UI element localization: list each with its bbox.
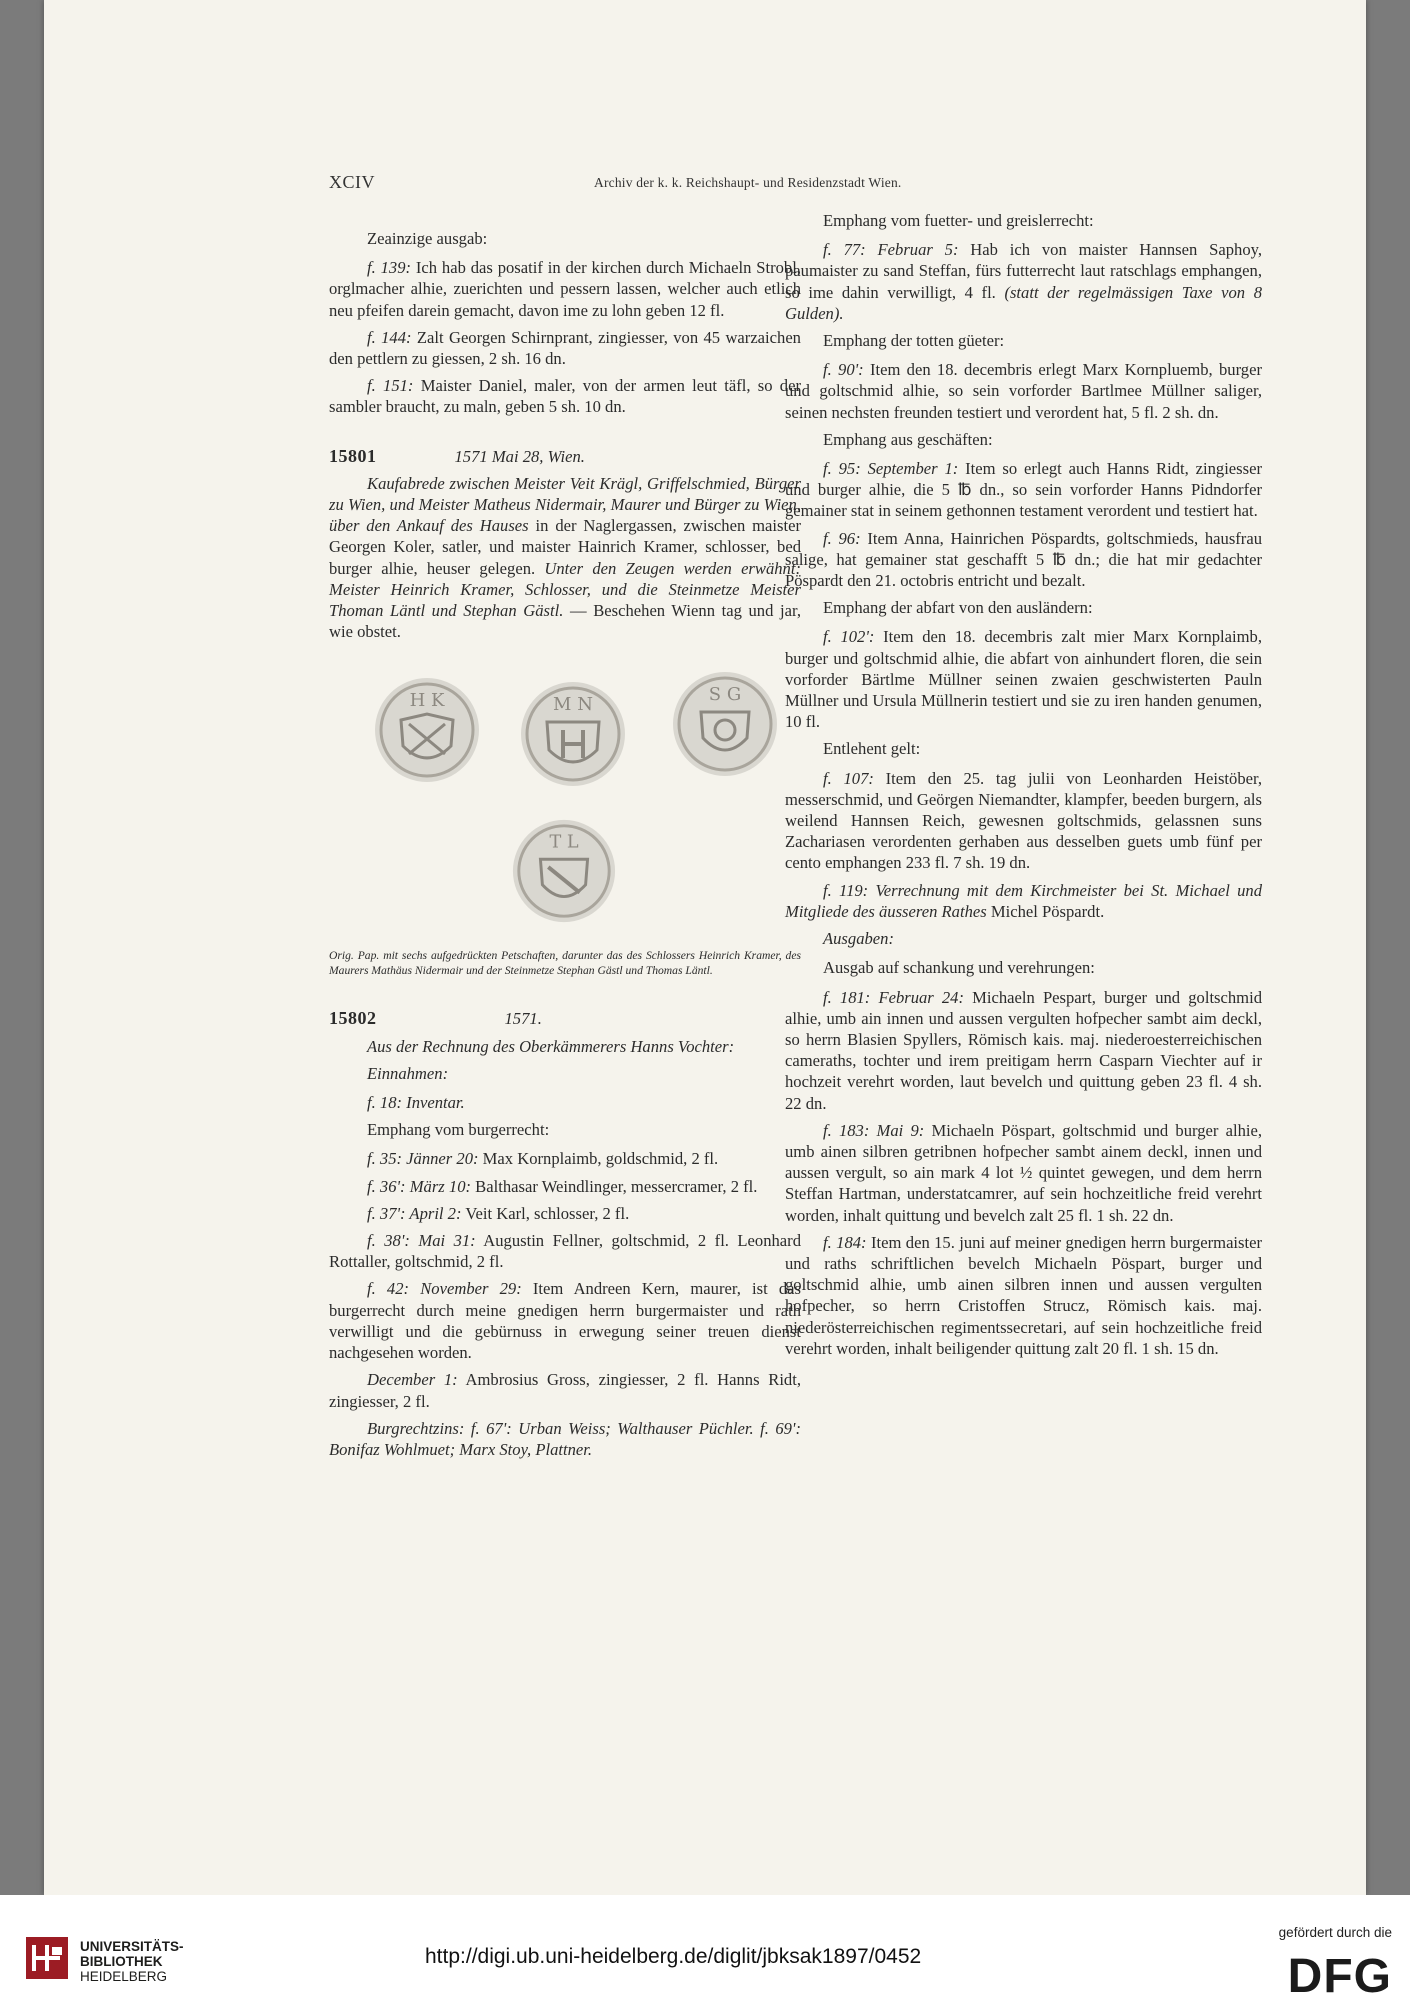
source-note: Aus der Rechnung des Oberkämmerers Hanns Vochter: [367, 1036, 735, 1056]
folio-ref: f. 107: [823, 768, 874, 788]
svg-text:M N: M N [553, 694, 593, 716]
paragraph [785, 528, 1262, 592]
paragraph-text: Ich hab das posatif in der kirchen durch Michaeln Strobl, orglmacher alhie, zuerichten und pessern lassen, welcher auch etlich neu pfeifen darein gemacht, davon ime zu lohn geben 12 fl. [329, 258, 801, 320]
folio-ref: f. 139: [367, 258, 412, 278]
paragraph-text: Zalt Georgen Schirnprant, zingiesser, von 45 warzaichen den pettlern zu giessen, 2 sh. 16 dn. [329, 327, 801, 369]
folio-ref: f. 119: [823, 880, 869, 900]
paragraph-text: Veit Karl, schlosser, 2 fl. [461, 1203, 630, 1223]
paragraph: Burgrechtzins: f. 67': Urban Weiss; Walthauser Püchler. f. 69': Bonifaz Wohlmuet; Marx Stoy, Plattner. [329, 1418, 801, 1459]
paragraph [329, 327, 801, 369]
footer-bar [0, 1895, 1410, 2011]
entry-date: 1571. [504, 1009, 542, 1029]
section-heading: Zeainzige ausgab: [367, 229, 488, 248]
closing-text: — Beschehen Wienn tag und jar, wie obstet. [329, 601, 801, 642]
folio-ref: f. 18: [367, 1093, 403, 1113]
folio-ref: f. 90': [823, 360, 864, 380]
folio-ref: f. 181: [823, 987, 871, 1007]
paragraph [785, 1232, 1262, 1359]
paragraph [785, 458, 1262, 522]
paragraph-text: Hab ich von maister Hannsen Saphoy, paumaister zu sand Steffan, fürs futterrecht laut ratschlags emphangen, so ime dahin verwilligt, 4 fl. [785, 240, 1262, 302]
paragraph-text: Michaeln Pespart, burger und goltschmid alhie, umb ain innen und aussen vergulten hofpecher sambt aim deckl, so herrn Blasien Spyllers, Römisch kais. maj. niederoesterreichischen cameraths, tochter und irem preitigam herrn Casparn Viechter auf ir hochzeit verehrt worden, laut bevelch und quittung geben 23 fl. 4 sh. 22 dn. [785, 987, 1262, 1113]
seal-image [371, 674, 483, 786]
folio-ref: f. 36': [367, 1176, 406, 1196]
section-heading: Emphang vom burgerrecht: [367, 1120, 550, 1140]
folio-ref: f. 183: [823, 1120, 870, 1140]
image-caption: Orig. Pap. mit sechs aufgedrückten Petschaften, darunter das des Schlossers Heinrich Kramer, des Maurers Mathäus Nidermair und der Steinmetze Stephan Gästl und Thomas Läntl. [329, 949, 801, 978]
folio-ref: f. 102': [823, 627, 875, 647]
folio-ref: f. 96: [823, 528, 861, 548]
date-ref: September 1: [860, 459, 959, 479]
paragraph [785, 1120, 1262, 1226]
entry-number: 15802 [329, 1008, 377, 1029]
university-logo-icon [22, 1933, 72, 1983]
dfg-logo: DFG [1287, 1950, 1392, 2003]
paragraph [329, 1176, 801, 1197]
source-url-link[interactable]: http://digi.ub.uni-heidelberg.de/diglit/jbksak1897/0452 [425, 1945, 922, 1968]
paragraph [785, 239, 1262, 324]
paragraph-text: Item den 15. juni auf meiner gnedigen herrn burgermaister und raths schriftlichen bevelch Michaeln Pöspart, burger und goltschmid alhie, umb ainen silbren innen und aussen vergulten hofpecher, so herrn Cristoffen Strucz, Römisch kais. maj. niederösterreichischen regimentssecretari, auf sein hochzeitliche freid verehrt worden, inhalt beiligender quittung zalt 20 fl. 1 sh. 15 dn. [785, 1232, 1263, 1358]
paragraph-text: Max Kornplaimb, goldschmid, 2 fl. [478, 1149, 719, 1169]
date-ref: Februar 24: [870, 987, 965, 1007]
paragraph [329, 1148, 801, 1169]
library-line: HEIDELBERG [80, 1969, 168, 1984]
date-ref: Februar 5: [865, 240, 959, 260]
regest: Kaufabrede zwischen Meister Veit Krägl, Griffelschmied, Bürger zu Wien, und Meister Matheus Nidermair, Maurer und Bürger zu Wien, über den Ankauf des Hauses [329, 473, 801, 536]
date-ref: Jänner 20: [402, 1149, 479, 1169]
paragraph-text: Item den 18. decembris erlegt Marx Kornpluemb, burger und goltschmid alhie, so sein vorforder Bartlmee Müllner saliger, seinen nechsten freunden testiert und verordent hat, 5 fl. 2 sh. dn. [785, 360, 1262, 422]
regest-text: in der Naglergassen, zwischen maister Georgen Koler, satler, und maister Hainrich Kramer, schlosser, bed burger alhie, heuser gelegen. [329, 516, 801, 578]
paragraph [785, 768, 1262, 874]
section-heading: Ausgaben: [823, 929, 894, 949]
seal-images [329, 668, 801, 938]
funding-caption: gefördert durch die [1278, 1925, 1392, 1940]
paragraph-text: Item Anna, Hainrichen Pöspardts, goltschmieds, hausfrau salige, hat gemainer stat geschafft 5 ℔ dn.; die hat mir gedachter Pöspardt den 21. octobris entricht und bezalt. [785, 528, 1262, 591]
running-title: Archiv der k. k. Reichshaupt- und Residenzstadt Wien. [594, 175, 902, 190]
paragraph-text: Augustin Fellner, goltschmid, 2 fl. Leonhard Rottaller, goltschmid, 2 fl. [329, 1231, 801, 1272]
date-ref: April 2: [405, 1203, 462, 1223]
folio-ref: f. 38': [367, 1231, 410, 1251]
paragraph-text: Item so erlegt auch Hanns Ridt, zingiesser und burger alhie, die 5 ℔ dn., so sein vorforder Hanns Pidndorfer gemainer stat in seinem gethonnen testament verordent und testiert hat. [785, 459, 1262, 521]
section-heading: Emphang der totten güeter: [823, 331, 1005, 351]
paragraph [785, 626, 1262, 732]
paragraph-text: Inventar. [402, 1093, 465, 1113]
library-line: UNIVERSITÄTS- [80, 1939, 184, 1954]
paragraph [785, 359, 1262, 423]
editorial-note: (statt der regelmässigen Taxe von 8 Gulden). [785, 282, 1262, 323]
paragraph [329, 1092, 801, 1113]
paragraph [785, 880, 1262, 922]
date-ref: Mai 9: [869, 1120, 925, 1140]
paragraph [329, 1278, 801, 1363]
page-number: XCIV [329, 172, 375, 192]
paragraph-text: Item den 25. tag julii von Leonharden Heistöber, messerschmid, und Geörgen Niemandter, klampfer, beeden burgern, als weilend Hannsen Reich, gewesnen goltschmids, gelassnen suns Zachariasen verordenten gerhaben aus desselben guets umb fünf per cento emphangen 233 fl. 7 sh. 19 dn. [785, 768, 1262, 873]
document-page [44, 0, 1366, 1895]
paragraph [329, 1203, 801, 1224]
paragraph-text: Michel Pöspardt. [986, 901, 1105, 921]
regest-paragraph [329, 473, 801, 643]
section-heading: Einnahmen: [367, 1063, 449, 1083]
paragraph-text: Item Andreen Kern, maurer, ist das burgerrecht durch meine gnedigen herrn burgermaister und rath verwilligt und die gebürnuss in erwegung seiner treuen dienst nachgesehen worden. [329, 1279, 801, 1363]
editorial-note: Verrechnung mit dem Kirchmeister bei St. Michael und Mitgliede des äusseren Rathes [785, 880, 1262, 921]
left-column [329, 222, 801, 1466]
section-heading: Emphang der abfart von den ausländern: [823, 598, 1093, 618]
folio-ref: f. 95: [823, 459, 861, 479]
section-heading: Emphang vom fuetter- und greislerrecht: [823, 211, 1094, 230]
section-heading: Emphang aus geschäften: [823, 429, 993, 449]
library-line: BIBLIOTHEK [80, 1954, 163, 1969]
paragraph [329, 375, 801, 417]
seal-image [509, 816, 619, 926]
svg-text:S G: S G [708, 684, 742, 706]
paragraph [329, 1369, 801, 1411]
folio-ref: f. 77: [823, 240, 866, 260]
paragraph-text: Ambrosius Gross, zingiesser, 2 fl. Hanns Ridt, zingiesser, 2 fl. [329, 1370, 801, 1411]
date-ref: December 1: [367, 1370, 458, 1390]
folio-ref: f. 42: [367, 1279, 410, 1299]
paragraph [785, 987, 1262, 1114]
paragraph-text: Balthasar Weindlinger, messercramer, 2 fl. [471, 1176, 758, 1196]
library-name [80, 1939, 184, 1984]
date-ref: März 10: [405, 1176, 472, 1196]
folio-ref: f. 151: [367, 376, 414, 396]
paragraph-text: Item den 18. decembris zalt mier Marx Kornplaimb, burger und goltschmid alhie, die abfart von ainhundert floren, die sein vorforder Bärtlme Müllner seinen zwaien geschwisterten Pauln Müllner und Ursula Müllnerin testiert und sie zu iren handen genumen, 10 fl. [785, 627, 1262, 732]
folio-ref: f. 35: [367, 1149, 403, 1169]
paragraph-text: Maister Daniel, maler, von der armen leut täfl, so der sambler braucht, zu maln, geben 5 sh. 10 dn. [329, 376, 801, 417]
section-heading: Ausgab auf schankung und verehrungen: [823, 958, 1095, 978]
entry-header-15802 [329, 1008, 801, 1029]
paragraph [329, 1230, 801, 1272]
section-heading: Entlehent gelt: [823, 739, 921, 759]
folio-ref: f. 184: [823, 1232, 867, 1252]
entry-date: 1571 Mai 28, Wien. [454, 446, 585, 466]
witnesses: Unter den Zeugen werden erwähnt: Meister Heinrich Kramer, Schlosser, und die Steinmetze Meister Thoman Läntl und Stephan Gästl. [329, 558, 801, 621]
seal-image [669, 668, 781, 780]
entry-header-15801 [329, 446, 801, 467]
folio-ref: f. 37': [367, 1203, 406, 1223]
svg-text:T L: T L [549, 832, 579, 853]
folio-ref: f. 144: [367, 327, 412, 347]
seal-image [517, 678, 629, 790]
date-ref: November 29: [409, 1279, 522, 1299]
entry-number: 15801 [329, 445, 377, 466]
date-ref: Mai 31: [409, 1231, 476, 1251]
right-column [785, 204, 1262, 1365]
svg-text:H K: H K [409, 690, 445, 712]
paragraph [329, 257, 801, 321]
paragraph-text: Michaeln Pöspart, goltschmid und burger alhie, umb ainen silbren getribnen hofpecher sambt ainem deckl, innen und aussen vergult, so ain mark 4 lot ½ quintet gewegen, und dem herrn Steffan Hartman, understatcamrer, auf sein hochzeitliche freid verehrt worden, inhalt quittung und bevelch zalt 25 fl. 1 sh. 22 dn. [785, 1120, 1262, 1225]
